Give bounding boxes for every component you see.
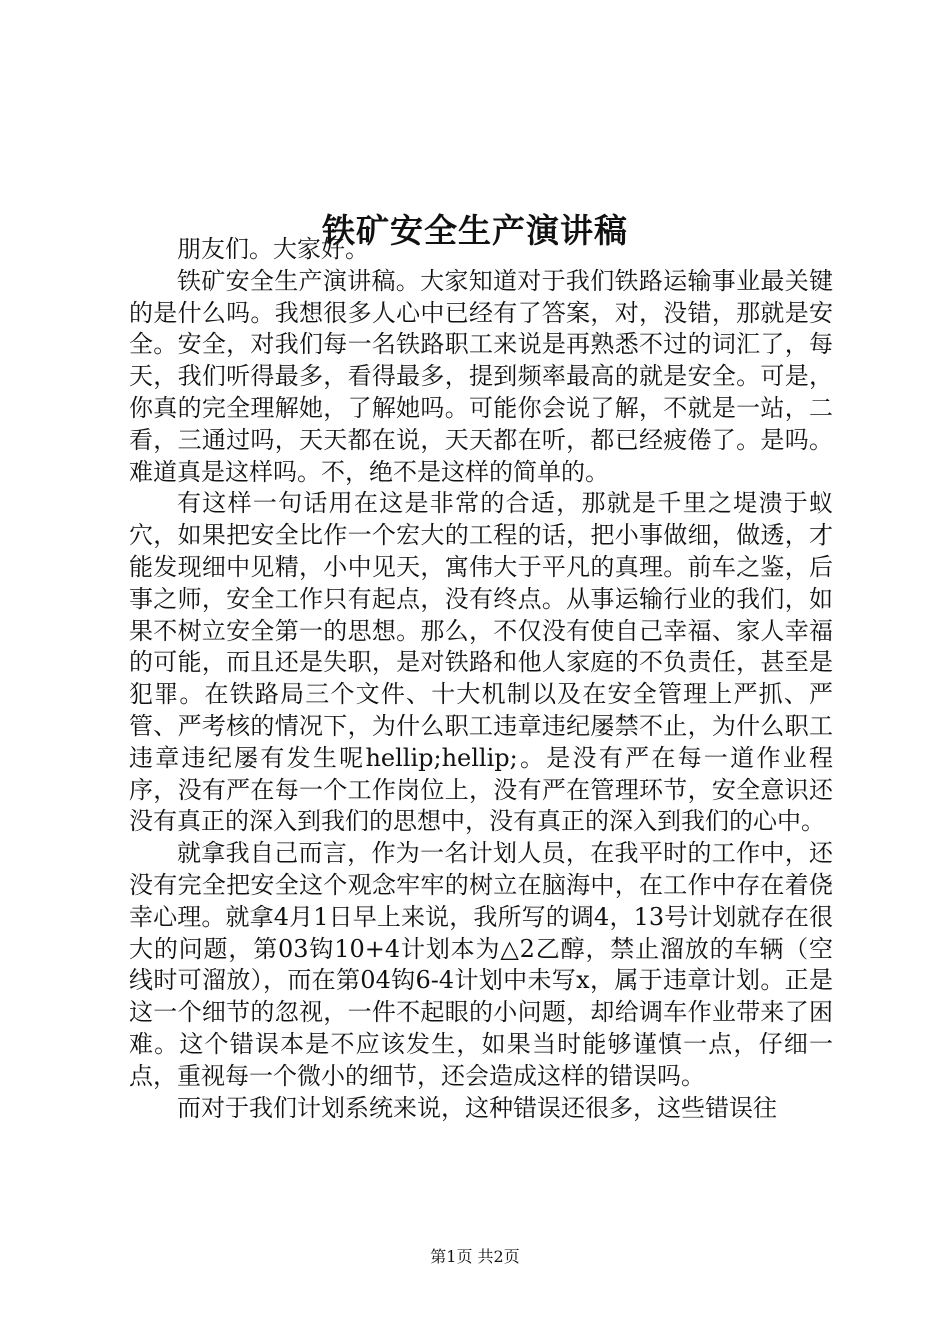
paragraph: 就拿我自己而言，作为一名计划人员，在我平时的工作中，还没有完全把安全这个观念牢牢的树立在脑海中，在工作中存在着侥幸心理。就拿4月1日早上来说，我所写的调4，13号计划就存在很大的问题，第03钩10+4计划本为△2乙醇，禁止溜放的车辆（空线时可溜放），而在第04钩6-4计划中未写x，属于违章计划。正是这一个细节的忽视，一件不起眼的小问题，却给调车作业带来了困难。这个错误本是不应该发生，如果当时能够谨慎一点，仔细一点，重视每一个微小的细节，还会造成这样的错误吗。 xyxy=(129,839,833,1090)
paragraph: 而对于我们计划系统来说，这种错误还很多，这些错误往 xyxy=(177,1093,777,1122)
paragraph: 有这样一句话用在这是非常的合适，那就是千里之堤溃于蚁穴，如果把安全比作一个宏大的工程的话，把小事做细，做透，才能发现细中见精，小中见天，寓伟大于平凡的真理。前车之鉴，后事之师，安全工作只有起点，没有终点。从事运输行业的我们，如果不树立安全第一的思想。那么，不仅没有使自己幸福、家人幸福的可能，而且还是失职，是对铁路和他人家庭的不负责任，甚至是犯罪。在铁路局三个文件、十大机制以及在安全管理上严抓、严管、严考核的情况下，为什么职工违章违纪屡禁不止，为什么职工违章违纪屡有发生呢hellip;hellip;。是没有严在每一道作业程序，没有严在每一个工作岗位上，没有严在管理环节，安全意识还没有真正的深入到我们的思想中，没有真正的深入到我们的心中。 xyxy=(129,489,833,836)
document-title: 铁矿安全生产演讲稿 xyxy=(322,211,628,251)
paragraph: 铁矿安全生产演讲稿。大家知道对于我们铁路运输事业最关键的是什么吗。我想很多人心中已经有了答案，对，没错，那就是安全。安全，对我们每一名铁路职工来说是再熟悉不过的词汇了，每天，我们听得最多，看得最多，提到频率最高的就是安全。可是，你真的完全理解她，了解她吗。可能你会说了解，不就是一站，二看，三通过吗，天天都在说，天天都在听，都已经疲倦了。是吗。难道真是这样吗。不，绝不是这样的简单的。 xyxy=(129,266,833,486)
document-body xyxy=(129,234,833,1124)
page-footer: 第1页 共2页 xyxy=(430,1247,520,1266)
paragraph: 朋友们。大家好。 xyxy=(177,235,369,263)
